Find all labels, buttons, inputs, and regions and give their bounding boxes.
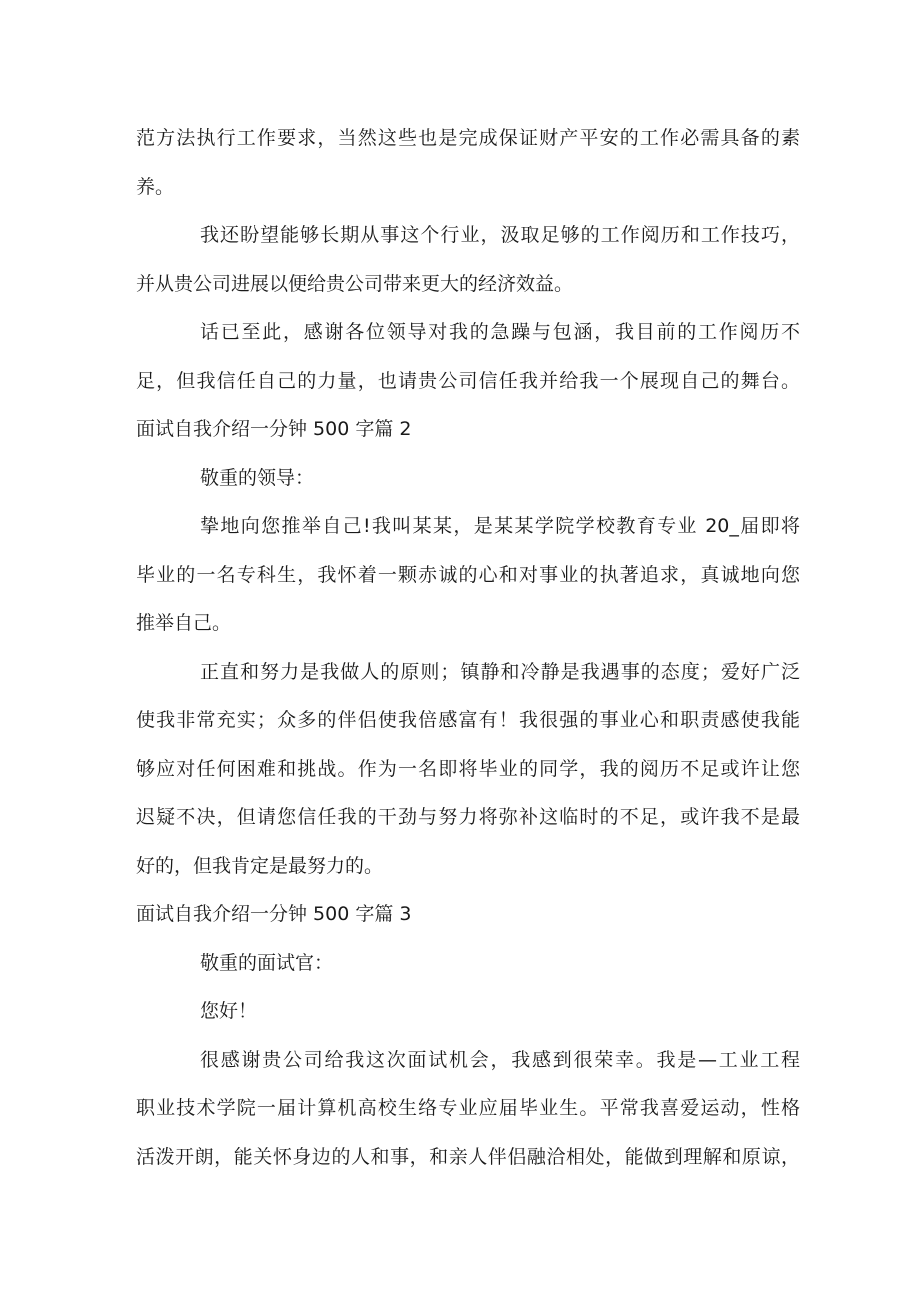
text-line: 推举自己。 <box>136 612 232 634</box>
text-line: 活泼开朗，能关怀身边的人和事，和亲人伴侣融洽相处，能做到理解和原谅， <box>136 1145 800 1168</box>
salutation: 敬重的面试官： <box>200 951 334 974</box>
text-line: 足，但我信任自己的力量，也请贵公司信任我并给我一个展现自己的舞台。 <box>136 369 800 392</box>
text-line: 我还盼望能够长期从事这个行业，汲取足够的工作阅历和工作技巧， <box>200 224 800 246</box>
greeting: 您好！ <box>200 1000 258 1022</box>
salutation: 敬重的领导： <box>200 466 315 489</box>
text-line: 养。 <box>136 175 175 198</box>
text-line: 使我非常充实；众多的伴侣使我倍感富有！我很强的事业心和职责感使我能 <box>136 709 800 731</box>
text-line: 挚地向您推举自己!我叫某某，是某某学院学校教育专业 20_届即将 <box>200 515 800 537</box>
document-body <box>136 114 800 1181</box>
text-line: 职业技术学院一届计算机高校生络专业应届毕业生。平常我喜爱运动，性格 <box>136 1097 800 1119</box>
text-line: 好的，但我肯定是最努力的。 <box>136 854 384 877</box>
section-heading: 面试自我介绍一分钟 500 字篇 2 <box>136 418 412 440</box>
text-line: 迟疑不决，但请您信任我的干劲与努力将弥补这临时的不足，或许我不是最 <box>136 806 800 828</box>
text-line: 正直和努力是我做人的原则；镇静和冷静是我遇事的态度；爱好广泛 <box>200 660 800 683</box>
text-line: 范方法执行工作要求，当然这些也是完成保证财产平安的工作必需具备的素 <box>136 127 800 149</box>
text-line: 很感谢贵公司给我这次面试机会，我感到很荣幸。我是—工业工程 <box>200 1048 800 1071</box>
text-line: 话已至此，感谢各位领导对我的急躁与包涵，我目前的工作阅历不 <box>200 321 800 343</box>
section-heading: 面试自我介绍一分钟 500 字篇 3 <box>136 903 412 925</box>
text-line: 够应对任何困难和挑战。作为一名即将毕业的同学，我的阅历不足或许让您 <box>136 757 800 780</box>
text-line: 并从贵公司进展以便给贵公司带来更大的经济效益。 <box>136 272 574 295</box>
text-line: 毕业的一名专科生，我怀着一颗赤诚的心和对事业的执著追求，真诚地向您 <box>136 563 800 586</box>
